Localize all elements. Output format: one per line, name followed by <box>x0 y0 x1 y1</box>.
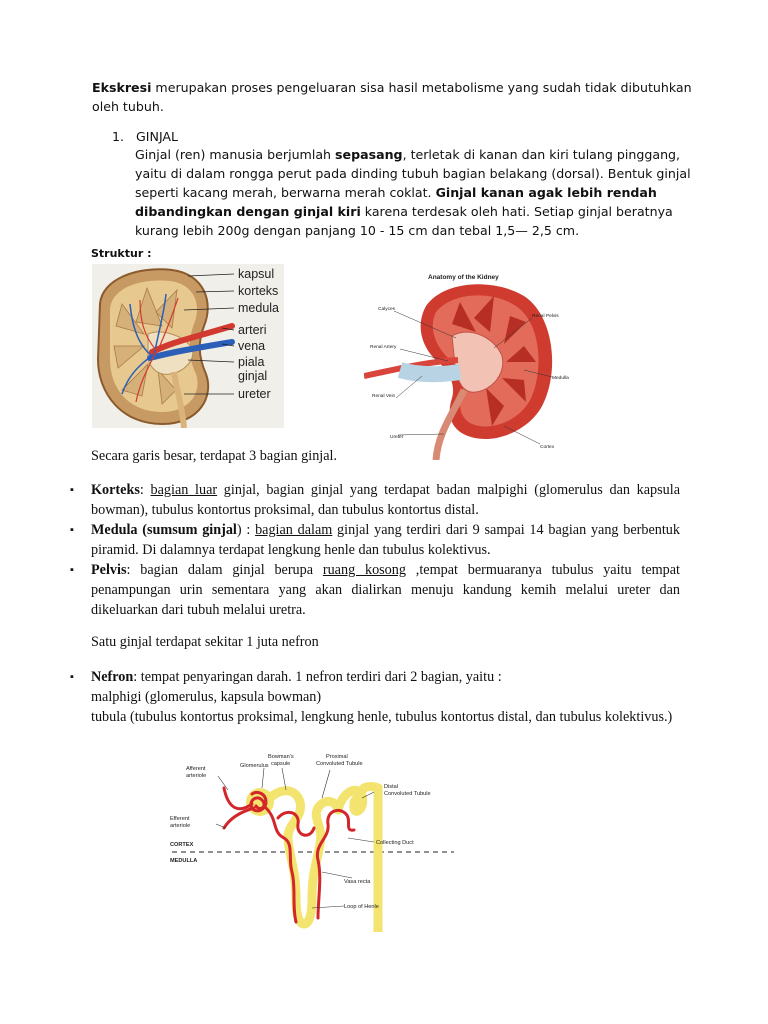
kidney-parts-list <box>70 480 680 620</box>
nephron-label-proximal-2: Convoluted Tubule <box>316 761 363 767</box>
nephron-label-afferent-2: arteriole <box>186 773 207 779</box>
label-ureter: ureter <box>238 387 271 401</box>
intro-text: merupakan proses pengeluaran sisa hasil metabolisme yang sudah tidak dibutuhkan oleh tubuh. <box>92 80 692 114</box>
label-korteks: korteks <box>238 284 279 298</box>
nefron-count-line: Satu ginjal terdapat sekitar 1 juta nefron <box>91 634 319 650</box>
anatomy-label-renal-artery: Renal Artery <box>370 345 397 350</box>
anatomy-title: Anatomy of the Kidney <box>428 274 499 281</box>
medula-underlined: bagian dalam <box>255 522 333 538</box>
nefron-malphigi-line: malphigi (glomerulus, kapsula bowman) <box>91 689 322 705</box>
nephron-label-efferent-2: arteriole <box>170 823 191 829</box>
nephron-label-medulla: MEDULLA <box>170 858 198 864</box>
label-kapsul: kapsul <box>238 267 275 281</box>
nephron-label-bowmans-2: capsule <box>271 761 291 767</box>
pelvis-text: ,tempat bermuaranya tubulus yaitu tempat penampungan urin sementara yang akan dialirkan menuju kandung kemih melalui ureter dan dikeluarkan dari tubuh melalui uretra. <box>91 562 680 618</box>
pelvis-term: Pelvis <box>91 562 127 578</box>
label-medula: medula <box>238 301 279 315</box>
list-item-medula <box>70 520 680 560</box>
bullet-icon: ▪ <box>70 671 74 683</box>
medula-colon: : <box>241 522 256 538</box>
bullet-icon: ▪ <box>70 524 74 536</box>
ginjal-paragraph <box>135 145 691 240</box>
nephron-diagram-figure <box>168 748 458 932</box>
bullet-icon: ▪ <box>70 484 74 496</box>
korteks-colon: : <box>139 482 151 498</box>
nephron-label-distal-1: Distal <box>384 784 398 790</box>
nefron-term: Nefron <box>91 669 134 685</box>
medula-close: ) <box>236 522 242 538</box>
korteks-text: ginjal, bagian ginjal yang terdapat badan malpighi (glomerulus dan kapsula bowman), tubulus kontortus proksimal, dan tubulus kontortus distal. <box>91 482 680 518</box>
medula-term: Medula (sumsum ginjal <box>91 522 237 538</box>
nephron-label-loop: Loop of Henle <box>344 904 379 910</box>
struktur-label: Struktur : <box>91 247 152 260</box>
nefron-text: : tempat penyaringan darah. 1 nefron terdiri dari 2 bagian, yaitu : <box>133 669 502 685</box>
anatomy-renal-vein <box>400 370 460 374</box>
nephron-label-vasa-recta: Vasa recta <box>344 879 371 885</box>
nephron-label-collecting: Collecting Duct <box>376 840 414 846</box>
nephron-label-distal-2: Convoluted Tubule <box>384 791 431 797</box>
korteks-term: Korteks <box>91 482 140 498</box>
bullet-icon: ▪ <box>70 564 74 576</box>
list-item-pelvis <box>70 560 680 620</box>
label-arteri: arteri <box>238 323 267 337</box>
nephron-label-glomerulus: Glomerulus <box>240 763 269 769</box>
section-title: GINJAL <box>136 129 179 144</box>
pelvis-text-pre: : bagian dalam ginjal berupa <box>126 562 323 578</box>
label-piala: piala <box>238 355 265 369</box>
anatomy-of-kidney-figure <box>364 266 584 460</box>
korteks-underlined: bagian luar <box>150 482 218 498</box>
medula-text: ginjal yang terdiri dari 9 sampai 14 bagian yang berbentuk piramid. Di dalamnya terdapat lengkung henle dan tubulus kolektivus. <box>91 522 680 558</box>
ginjal-text-2: , terletak di kanan dan kiri tulang pinggang, yaitu di dalam rongga perut pada dinding tubuh bagian belakang (dorsal). Bentuk ginjal seperti kacang merah, berwarna merah coklat. <box>135 147 691 200</box>
anatomy-label-cortex: Cortex <box>540 445 555 450</box>
nephron-label-cortex: CORTEX <box>170 842 194 848</box>
nefron-list <box>70 667 680 727</box>
intro-paragraph <box>92 78 692 116</box>
nephron-label-bowmans-1: Bowman's <box>268 754 294 760</box>
anatomy-label-ureter: Ureter <box>390 435 404 440</box>
nephron-label-proximal-1: Proximal <box>326 754 348 760</box>
pelvis-underlined: ruang kosong <box>322 562 406 578</box>
list-item-nefron <box>70 667 680 687</box>
intro-term: Ekskresi <box>92 80 152 95</box>
ginjal-text-1: Ginjal (ren) manusia berjumlah <box>135 147 336 162</box>
anatomy-label-renal-vein: Renal Vein <box>372 394 396 399</box>
anatomy-label-calyces: Calyces <box>378 307 396 312</box>
label-ginjal: ginjal <box>238 369 268 383</box>
nephron-label-efferent-1: Efferent <box>170 816 190 822</box>
ginjal-bold-2: Ginjal kanan agak lebih rendah dibandingkan dengan ginjal kiri <box>135 185 657 219</box>
summary-line: Secara garis besar, terdapat 3 bagian ginjal. <box>91 448 338 464</box>
tubule-yellow <box>266 787 378 933</box>
ginjal-bold-1: sepasang <box>335 147 403 162</box>
label-vena: vena <box>238 339 266 353</box>
kidney-cross-section-figure <box>92 264 284 428</box>
section-number: 1. <box>112 129 125 144</box>
list-item-korteks <box>70 480 680 520</box>
ginjal-text-3: karena terdesak oleh hati. Setiap ginjal beratnya kurang lebih 200g dengan panjang 10 - 15 cm dan tebal 1,5— 2,5 cm. <box>135 204 673 238</box>
section-heading <box>112 127 178 146</box>
anatomy-label-medulla: Medulla <box>552 376 569 381</box>
nephron-label-afferent-1: Afferent <box>186 766 206 772</box>
anatomy-label-renal-pelvis: Renal Pelvis <box>532 314 559 319</box>
nefron-tubula-line: tubula (tubulus kontortus proksimal, lengkung henle, tubulus kontortus distal, dan tubulus kolektivus.) <box>91 709 673 725</box>
